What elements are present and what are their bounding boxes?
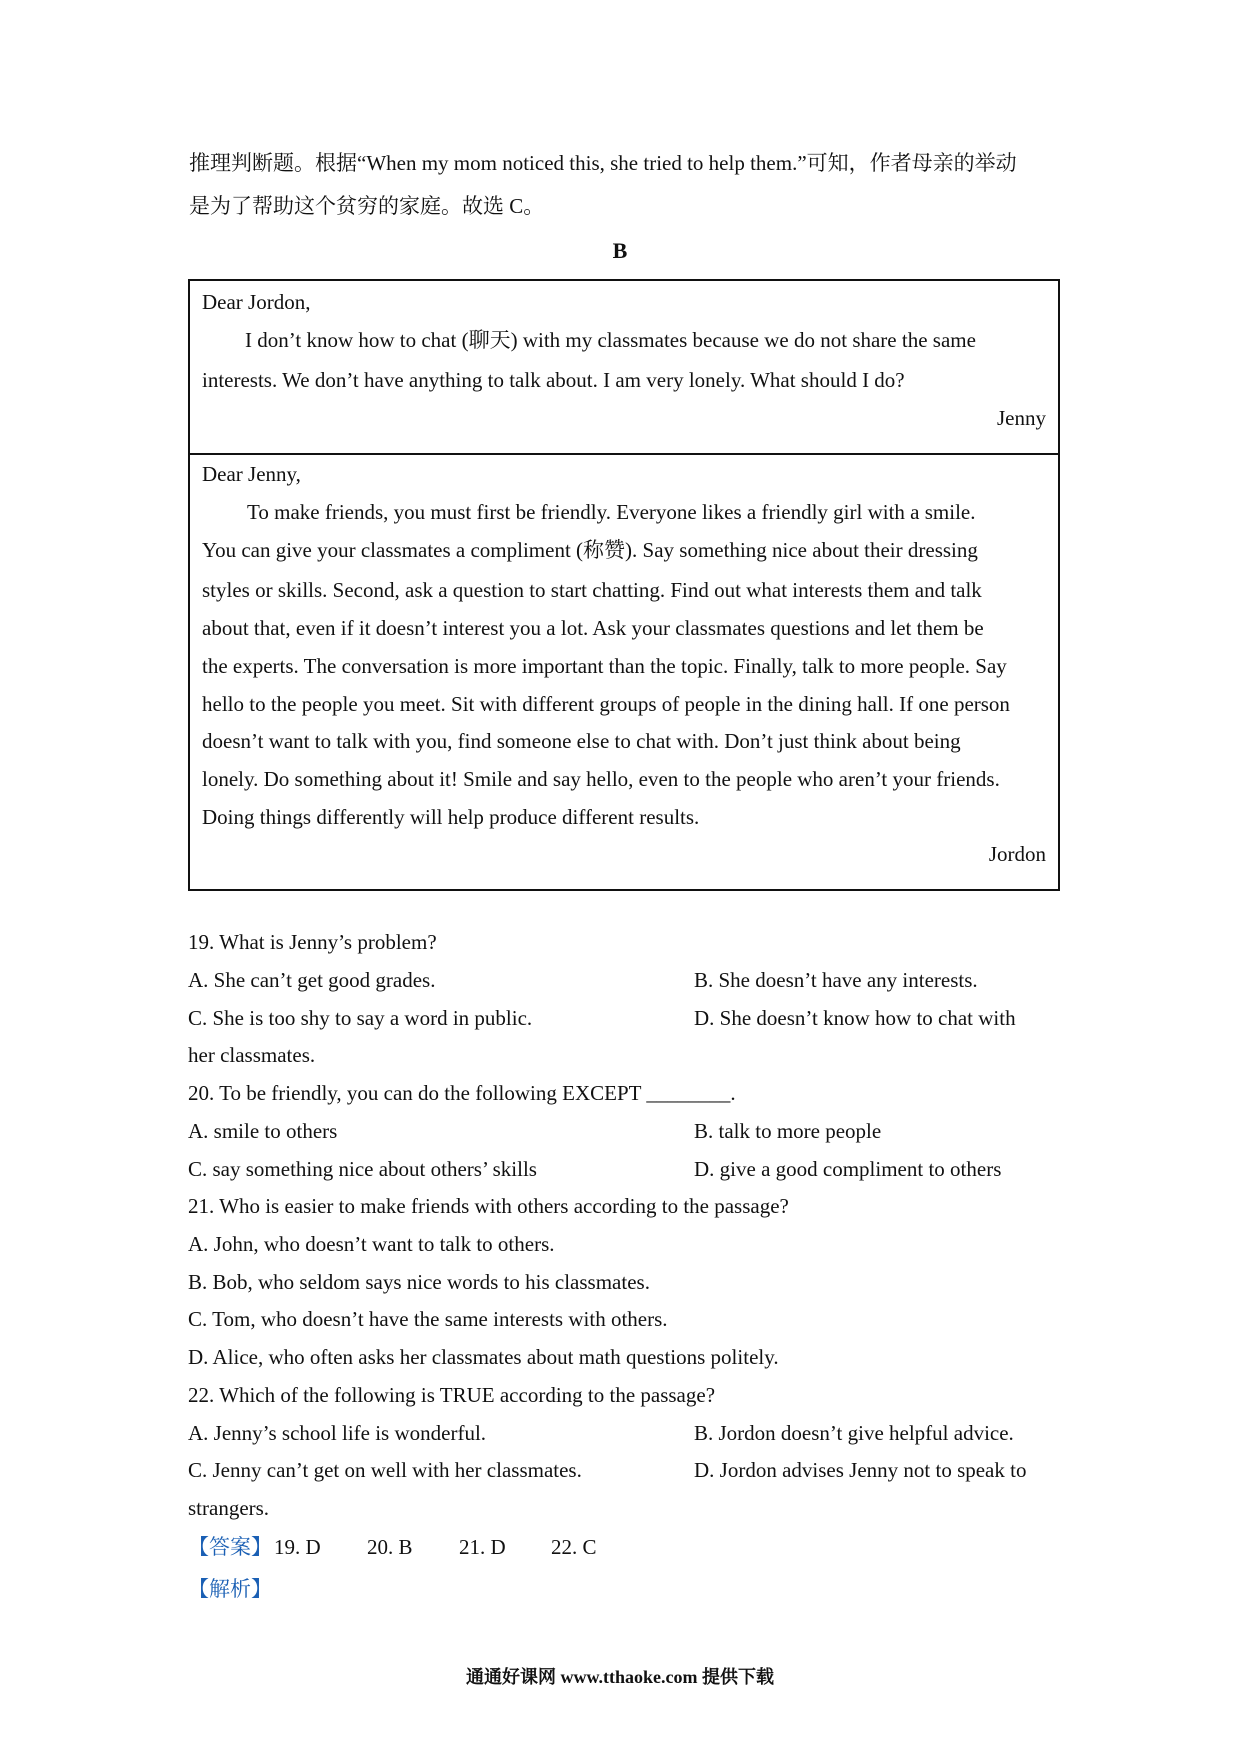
letter2-line: You can give your classmates a compliment (称赞). Say something nice about their dressing <box>202 538 978 562</box>
letter2-line: To make friends, you must first be friendly. Everyone likes a friendly girl with a smile. <box>247 500 976 524</box>
letter-box-jenny <box>188 279 1060 455</box>
letter2-line: about that, even if it doesn’t interest you a lot. Ask your classmates questions and let them be <box>202 616 984 640</box>
q19-option-d-continued: her classmates. <box>188 1043 316 1067</box>
letter2-line: lonely. Do something about it! Smile and say hello, even to the people who aren’t your friends. <box>202 767 1000 791</box>
section-heading: B <box>612 238 628 263</box>
letter2-line: the experts. The conversation is more important than the topic. Finally, talk to more people. Say <box>202 654 1007 678</box>
q19-option-b: B. She doesn’t have any interests. <box>694 968 978 992</box>
q21-option-b: B. Bob, who seldom says nice words to his classmates. <box>188 1270 650 1294</box>
letter2-line: doesn’t want to talk with you, find someone else to chat with. Don’t just think about being <box>202 729 961 753</box>
letter2-signature: Jordon <box>988 842 1046 866</box>
q22-option-d-continued: strangers. <box>188 1496 270 1520</box>
q19-option-a: A. She can’t get good grades. <box>188 968 436 992</box>
q20-option-b: B. talk to more people <box>694 1119 882 1143</box>
answer-item: 22. C <box>551 1535 597 1559</box>
answer-item: 19. D <box>274 1535 321 1559</box>
intro-line-1: 推理判断题。根据“When my mom noticed this, she tried to help them.”可知，作者母亲的举动 <box>189 151 1017 175</box>
q22-option-c: C. Jenny can’t get on well with her classmates. <box>188 1458 582 1482</box>
letter-box-jordon <box>188 453 1060 891</box>
q22-stem: 22. Which of the following is TRUE according to the passage? <box>188 1383 716 1407</box>
q19-option-c: C. She is too shy to say a word in public. <box>188 1006 533 1030</box>
answer-label: 【答案】 <box>188 1535 272 1559</box>
q20-option-c: C. say something nice about others’ skills <box>188 1157 537 1181</box>
answer-item: 21. D <box>459 1535 506 1559</box>
answer-item: 20. B <box>367 1535 413 1559</box>
letter2-line: styles or skills. Second, ask a question to start chatting. Find out what interests them and talk <box>202 578 982 602</box>
letter2-line: hello to the people you meet. Sit with different groups of people in the dining hall. If one person <box>202 692 1010 716</box>
q21-stem: 21. Who is easier to make friends with others according to the passage? <box>188 1194 789 1218</box>
q22-option-a: A. Jenny’s school life is wonderful. <box>188 1421 487 1445</box>
q19-option-d: D. She doesn’t know how to chat with <box>694 1006 1016 1030</box>
footer-watermark: 通通好课网 www.tthaoke.com 提供下载 <box>466 1667 774 1687</box>
q22-option-b: B. Jordon doesn’t give helpful advice. <box>694 1421 1014 1445</box>
letter1-line: interests. We don’t have anything to talk about. I am very lonely. What should I do? <box>202 368 905 392</box>
q21-option-d: D. Alice, who often asks her classmates about math questions politely. <box>188 1345 779 1369</box>
letter2-greeting: Dear Jenny, <box>202 462 301 486</box>
q22-option-d: D. Jordon advises Jenny not to speak to <box>694 1458 1027 1482</box>
letter1-signature: Jenny <box>997 406 1046 430</box>
q19-stem: 19. What is Jenny’s problem? <box>188 930 437 954</box>
letter1-greeting: Dear Jordon, <box>202 290 311 314</box>
q20-option-a: A. smile to others <box>188 1119 338 1143</box>
analysis-label: 【解析】 <box>188 1577 272 1601</box>
q21-option-a: A. John, who doesn’t want to talk to others. <box>188 1232 555 1256</box>
q20-stem: 20. To be friendly, you can do the following EXCEPT ________. <box>188 1081 736 1105</box>
letter1-line: I don’t know how to chat (聊天) with my classmates because we do not share the same <box>245 328 976 352</box>
q21-option-c: C. Tom, who doesn’t have the same interests with others. <box>188 1307 668 1331</box>
intro-line-2: 是为了帮助这个贫穷的家庭。故选 C。 <box>189 194 545 218</box>
letter2-line: Doing things differently will help produce different results. <box>202 805 700 829</box>
q20-option-d: D. give a good compliment to others <box>694 1157 1002 1181</box>
